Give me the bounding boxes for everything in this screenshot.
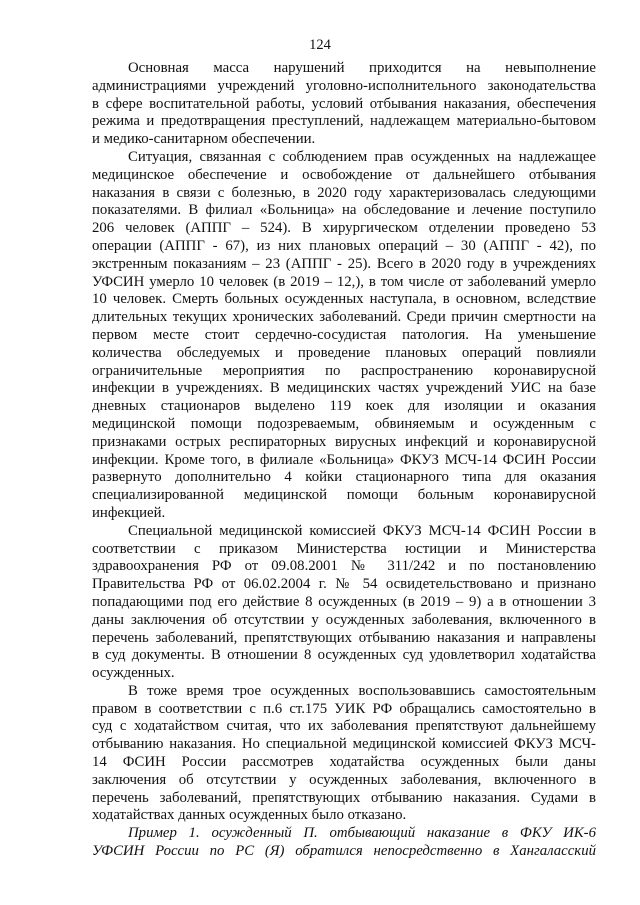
- text-line: в сфере воспитательной работы, условий отбывания наказания, обеспечения: [92, 95, 596, 112]
- paragraph-example: [92, 825, 596, 861]
- text-line: длительных текущих хронических заболеваний. Среди причин смертности на: [92, 309, 596, 326]
- text-line: наказания в связи с болезнью, в 2020 году характеризовалась следующими: [92, 184, 596, 201]
- text-line: осужденных.: [92, 665, 175, 682]
- text-line: Специальной медицинской комиссией ФКУЗ МСЧ-14 ФСИН России в: [128, 522, 596, 539]
- text-line: экстренным показаниям – 23 (АППГ - 25). Всего в 2020 году в учреждениях: [92, 255, 596, 272]
- text-line: ограничительные мероприятия по распространению коронавирусной: [92, 362, 596, 379]
- text-line: УФСИН умерло 10 человек (в 2019 – 12,), в том числе от заболеваний умерло: [92, 273, 596, 290]
- text-line: попадающими под его действие 8 осужденных (в 2019 – 9) а в отношении 3: [92, 593, 596, 610]
- text-line: 10 человек. Смерть больных осужденных наступала, в основном, вследствие: [92, 291, 596, 308]
- text-line: специализированной медицинской помощи больным коронавирусной: [92, 487, 596, 504]
- text-line: перечень заболеваний, препятствующих отбыванию наказания. Судами в: [92, 789, 596, 806]
- text-line: режима и предотвращения преступлений, надлежащем материально-бытовом: [92, 113, 596, 130]
- paragraph-commission: [92, 523, 596, 683]
- text-line: соответствии с приказом Министерства юстиции и Министерства: [92, 540, 596, 557]
- text-line: В тоже время трое осужденных воспользовавшись самостоятельным: [128, 682, 596, 699]
- text-line: заключения об отсутствии у осужденных заболевания, включенного в: [92, 771, 596, 788]
- text-line: 14 ФСИН России рассмотрев ходатайства осужденных были даны: [92, 754, 596, 771]
- text-line: Основная масса нарушений приходится на невыполнение: [128, 60, 596, 76]
- text-line: первом месте стоит сердечно-сосудистая патология. На уменьшение: [92, 326, 596, 343]
- text-line: в суд документы. В отношении 8 осужденных суд удовлетворил ходатайства: [92, 647, 596, 664]
- text-line: медицинской помощи подозреваемым, обвиняемым и осужденным с: [92, 415, 596, 432]
- text-line: и медико-санитарном обеспечении.: [92, 131, 316, 148]
- text-line: администрациями учреждений уголовно-исполнительного законодательства: [92, 77, 596, 94]
- text-line: отбыванию наказания. Но специальной медицинской комиссией ФКУЗ МСЧ-: [92, 736, 596, 753]
- text-line: Пример 1. осужденный П. отбывающий наказание в ФКУ ИК-6: [128, 825, 596, 842]
- paragraph-violations: [92, 60, 596, 149]
- text-line: инфекции. Кроме того, в филиале «Больница» ФКУЗ МСЧ-14 ФСИН России: [92, 451, 596, 468]
- text-line: инфекции в учреждениях. В медицинских частях учреждений УИС на базе: [92, 380, 596, 397]
- text-line: здравоохранения РФ от 09.08.2001 № 311/242 и по постановлению: [92, 558, 596, 575]
- paragraph-court-petitions: [92, 683, 596, 825]
- text-line: показателями. В филиал «Больница» на обследование и лечение поступило: [92, 202, 596, 219]
- text-line: инфекцией.: [92, 504, 166, 521]
- text-line: дневных стационаров выделено 119 коек для изоляции и оказания: [92, 398, 596, 415]
- text-line: количества обследуемых и проведение плановых операций повлияли: [92, 344, 596, 361]
- text-line: перечень заболеваний, препятствующих отбыванию наказания и направлены: [92, 629, 596, 646]
- text-line: 206 человек (АППГ – 524). В хирургическом отделении проведено 53: [92, 220, 596, 237]
- text-line: операции (АППГ - 67), из них плановых операций – 30 (АППГ - 42), по: [92, 237, 596, 254]
- text-line: ходатайствах данных осужденных было отказано.: [92, 807, 407, 824]
- text-line: медицинское обеспечение и освобождение от дальнейшего отбывания: [92, 166, 596, 183]
- body-text: [92, 60, 596, 861]
- page-number: 124: [309, 37, 331, 53]
- text-line: Правительства РФ от 06.02.2004 г. № 54 освидетельствовано и признано: [92, 576, 596, 593]
- text-line: УФСИН России по РС (Я) обратился непосредственно в Хангаласский: [92, 843, 596, 860]
- text-line: признаками острых респираторных вирусных инфекций и коронавирусной: [92, 433, 596, 450]
- text-line: даны заключения об отсутствии у осужденных заболевания, включенного в: [92, 611, 596, 628]
- paragraph-medical-situation: [92, 149, 596, 523]
- text-line: суд с ходатайством считая, что их заболевания препятствуют дальнейшему: [92, 718, 596, 735]
- text-line: развернуто дополнительно 4 койки стационарного типа для оказания: [92, 469, 596, 486]
- text-line: Ситуация, связанная с соблюдением прав осужденных на надлежащее: [128, 148, 596, 165]
- text-line: правом в соответствии с п.6 ст.175 УИК РФ обращались самостоятельно в: [92, 700, 596, 717]
